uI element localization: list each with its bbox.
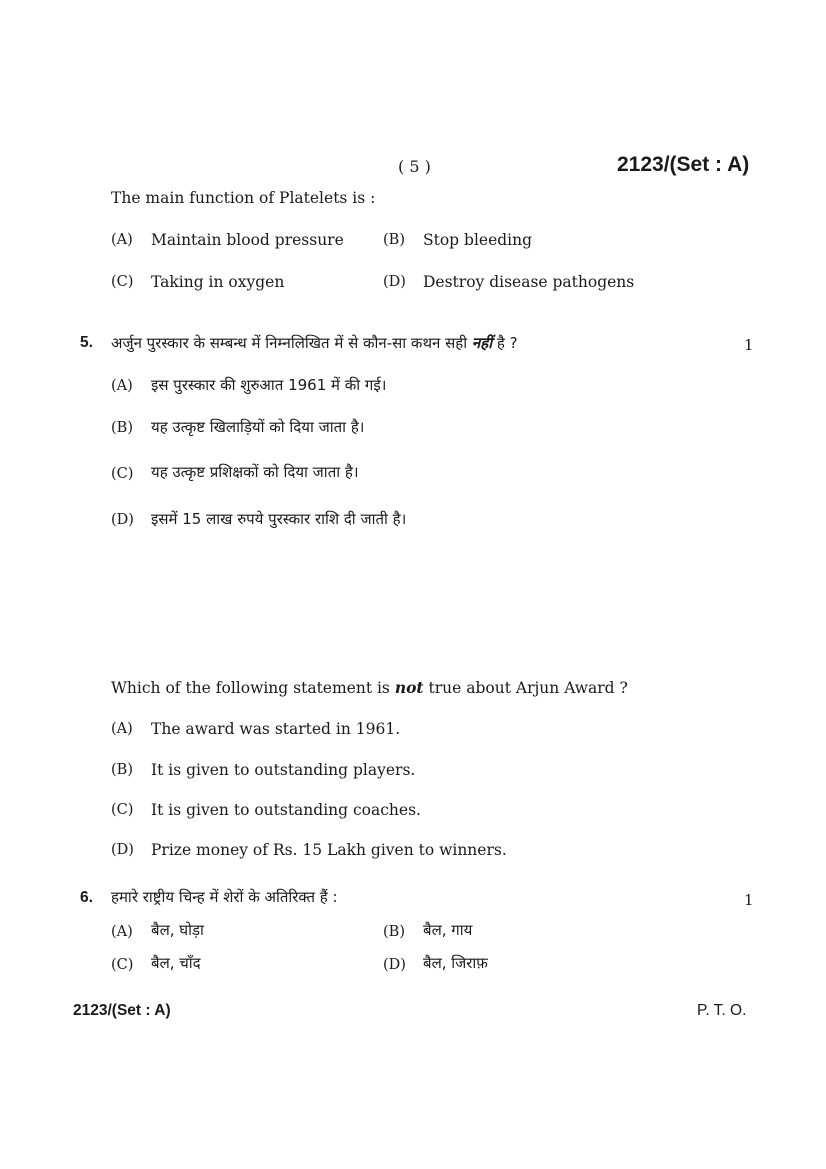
q5-english-stem: [111, 678, 628, 697]
q5-hindi-option-a: इस पुरस्कार की शुरुआत 1961 में की गई।: [151, 376, 387, 394]
q5-english-option-b-letter: (B): [111, 762, 133, 778]
page-number: ( 5 ): [398, 157, 431, 176]
q4-stem: The main function of Platelets is :: [111, 189, 376, 207]
q6-option-a-letter: (A): [111, 924, 133, 940]
q6-option-c: बैल, चाँद: [151, 954, 201, 972]
q5-english-option-c-letter: (C): [111, 802, 134, 818]
q4-option-c-letter: (C): [111, 274, 134, 290]
q6-option-d-letter: (D): [383, 957, 406, 973]
q4-option-b-letter: (B): [383, 232, 405, 248]
q5-english-option-c: It is given to outstanding coaches.: [151, 801, 421, 819]
q6-number: 6.: [80, 889, 93, 906]
q4-option-a: Maintain blood pressure: [151, 231, 344, 249]
q5-marks: 1: [744, 336, 754, 354]
q4-option-b: Stop bleeding: [423, 231, 533, 249]
paper-code: 2123/(Set : A): [617, 153, 750, 176]
q5-hindi-option-d: इसमें 15 लाख रुपये पुरस्कार राशि दी जाती है।: [151, 510, 407, 528]
q5-english-option-b: It is given to outstanding players.: [151, 761, 416, 779]
q5-english-option-d-letter: (D): [111, 842, 134, 858]
footer-paper-code: 2123/(Set : A): [73, 1002, 171, 1019]
q6-option-b: बैल, गाय: [423, 921, 473, 939]
q5-hindi-stem-emph: नहीं: [471, 334, 493, 352]
q5-english-option-a: The award was started in 1961.: [151, 720, 401, 738]
q6-option-c-letter: (C): [111, 957, 134, 973]
q6-hindi-stem: हमारे राष्ट्रीय चिन्ह में शेरों के अतिरिक्त हैं :: [111, 888, 338, 906]
q5-hindi-option-d-letter: (D): [111, 512, 134, 528]
q5-english-stem-after: true about Arjun Award ?: [428, 679, 628, 697]
q4-option-d: Destroy disease pathogens: [423, 273, 635, 291]
q6-marks: 1: [744, 891, 754, 909]
q5-english-option-d: Prize money of Rs. 15 Lakh given to winners.: [151, 841, 507, 859]
q5-hindi-stem-before: अर्जुन पुरस्कार के सम्बन्ध में निम्नलिखित में से कौन-सा कथन सही: [111, 334, 468, 352]
q5-number: 5.: [80, 334, 93, 351]
q5-hindi-option-c-letter: (C): [111, 466, 134, 482]
q5-hindi-option-c: यह उत्कृष्ट प्रशिक्षकों को दिया जाता है।: [151, 463, 359, 481]
q6-option-a: बैल, घोड़ा: [151, 921, 204, 939]
q5-english-stem-before: Which of the following statement is: [111, 679, 390, 697]
q5-hindi-stem-after: है ?: [496, 334, 518, 352]
q5-hindi-option-a-letter: (A): [111, 378, 133, 394]
q6-option-b-letter: (B): [383, 924, 405, 940]
q6-option-d: बैल, जिराफ़: [423, 954, 488, 972]
q5-hindi-stem: [111, 333, 518, 353]
q4-option-c: Taking in oxygen: [151, 273, 285, 291]
footer-pto: P. T. O.: [697, 1002, 747, 1019]
q4-option-a-letter: (A): [111, 232, 133, 248]
q5-english-stem-emph: not: [394, 678, 424, 697]
q5-hindi-option-b: यह उत्कृष्ट खिलाड़ियों को दिया जाता है।: [151, 418, 365, 436]
q5-hindi-option-b-letter: (B): [111, 420, 133, 436]
q5-english-option-a-letter: (A): [111, 721, 133, 737]
q4-option-d-letter: (D): [383, 274, 406, 290]
